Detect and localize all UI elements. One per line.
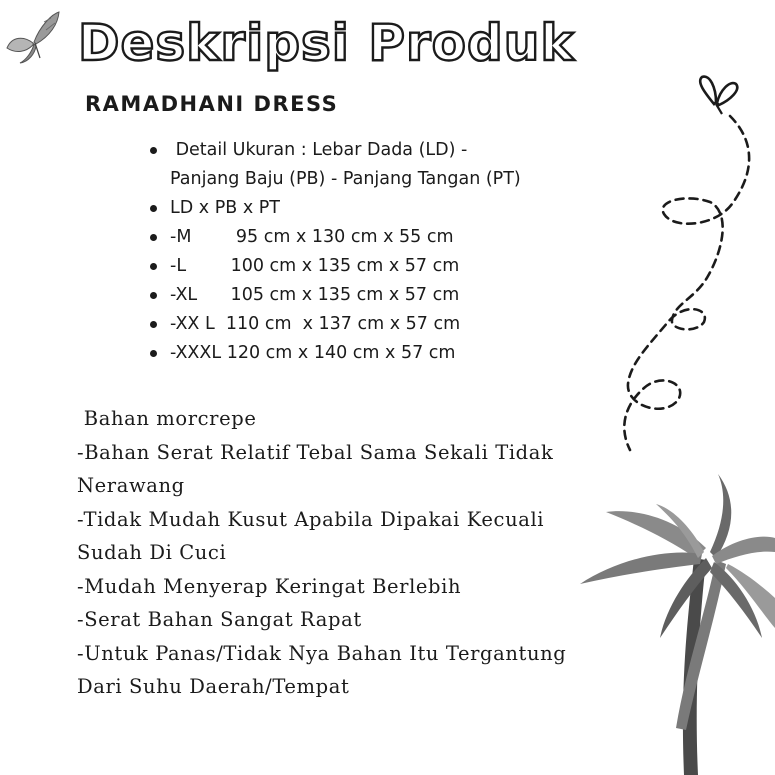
material-line: -Mudah Menyerap Keringat Berlebih	[77, 574, 462, 598]
product-name: RAMADHANI DRESS	[85, 92, 339, 116]
material-line: Dari Suhu Daerah/Tempat	[77, 675, 350, 698]
dashed-loop-path	[612, 108, 762, 458]
list-item: Detail Ukuran : Lebar Dada (LD) - Panjang Baju (PB) - Panjang Tangan (PT)	[150, 136, 521, 194]
list-item: -XXXL 120 cm x 140 cm x 57 cm	[150, 339, 521, 368]
material-heading: Bahan morcrepe	[77, 407, 257, 430]
page-title: Deskripsi Produk	[78, 14, 575, 72]
list-item: -M 95 cm x 130 cm x 55 cm	[150, 223, 521, 252]
list-item: -XX L 110 cm x 137 cm x 57 cm	[150, 310, 521, 339]
list-item: LD x PB x PT	[150, 194, 521, 223]
material-line: -Untuk Panas/Tidak Nya Bahan Itu Tergantung	[77, 641, 567, 665]
material-line: Sudah Di Cuci	[77, 541, 227, 564]
material-line: -Serat Bahan Sangat Rapat	[77, 608, 362, 631]
palm-tree-icon	[576, 468, 775, 775]
list-item: -XL 105 cm x 135 cm x 57 cm	[150, 281, 521, 310]
material-description	[77, 402, 597, 704]
material-line: -Bahan Serat Relatif Tebal Sama Sekali Tidak	[77, 440, 554, 464]
material-line: Nerawang	[77, 474, 185, 497]
list-item: -L 100 cm x 135 cm x 57 cm	[150, 252, 521, 281]
butterfly-icon	[4, 8, 62, 66]
size-list	[150, 136, 521, 368]
material-line: -Tidak Mudah Kusut Apabila Dipakai Kecuali	[77, 507, 545, 531]
